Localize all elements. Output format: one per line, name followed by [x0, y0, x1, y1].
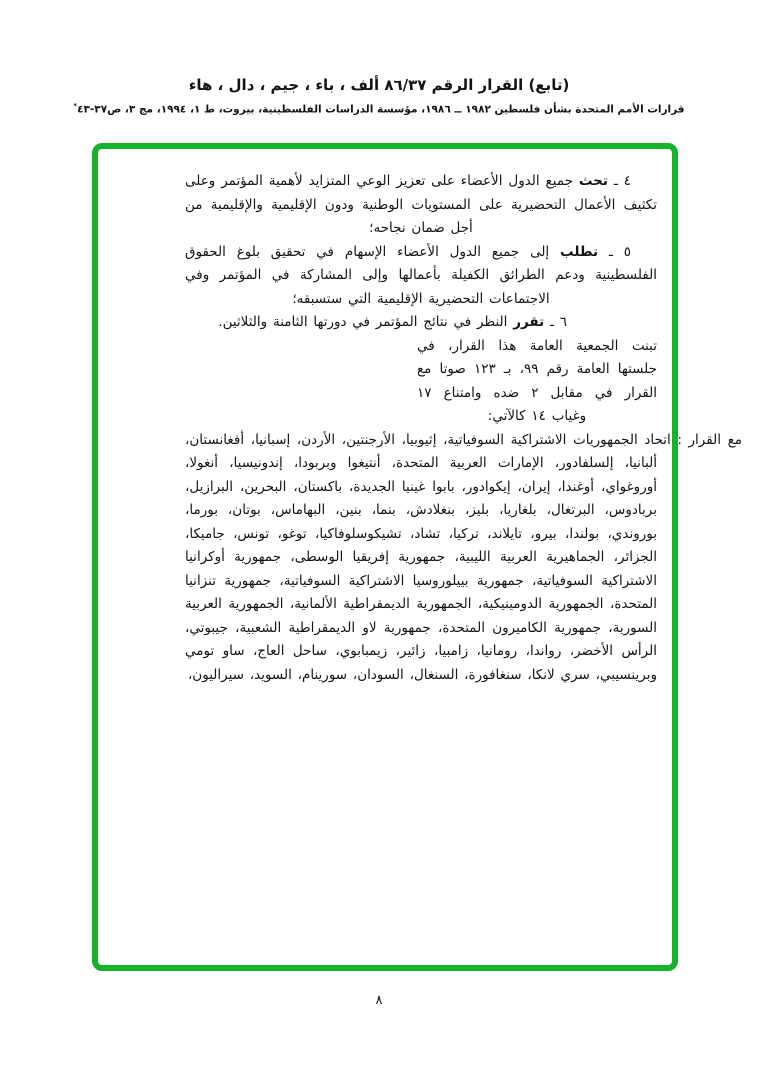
source-citation-text: قرارات الأمم المتحدة بشأن فلسطين ١٩٨٢ ــ ١٩٨٦، مؤسسة الدراسات الفلسطينية، بيروت، ط ١، ١٩٩٤، مج ٣، ص٣٧-٤٣: [77, 103, 685, 116]
paragraph-number: ٥ ـ: [608, 243, 632, 260]
operative-paragraph-4: [185, 170, 657, 241]
page-number: ٨: [375, 993, 383, 1008]
vote-with-countries: [185, 429, 742, 688]
paragraph-number: ٦ ـ: [549, 314, 567, 330]
operative-paragraph-5: [185, 241, 657, 312]
operative-verb: تطلب: [560, 243, 599, 260]
operative-verb: تقرر: [513, 314, 545, 330]
paragraph-text: إلى جميع الدول الأعضاء الإسهام في تحقيق بلوغ الحقوق الفلسطينية ودعم الطرائق الكفيلة بأعمالها وإلى المشاركة في المؤتمر وفي الاجتماعات التحضيرية الإقليمية التي ستسبقه؛: [185, 243, 657, 307]
operative-verb: تحث: [578, 173, 608, 189]
paragraph-number: ٤ ـ: [613, 173, 632, 189]
page-title: (تابع) القرار الرقم ٨٦/٣٧ ألف ، باء ، جيم ، دال ، هاء: [188, 76, 570, 94]
paragraph-text: جميع الدول الأعضاء على تعزيز الوعي المتزايد لأهمية المؤتمر وعلى تكثيف الأعمال التحضيرية على المستويات الوطنية ودون الإقليمية والإقليمية من أجل ضمان نجاحه؛: [185, 173, 657, 236]
operative-paragraph-6: [200, 311, 567, 335]
source-citation: [0, 102, 758, 116]
vote-with-label: مع القرار :: [677, 431, 742, 448]
vote-with-country-list: اتحاد الجمهوريات الاشتراكية السوفياتية، إثيوبيا، الأرجنتين، الأردن، إسبانيا، أفغانستان، ألبانيا، إلسلفادور، الإمارات العربية المتحدة، أنتيغوا وبربودا، إندونيسيا، أنغولا، أوروغواي، أوغندا، إيران، إيكوادور، بابوا غينيا الجديدة، باكستان، البحرين، البرازيل، بربادوس، البرتغال، بلغاريا، بليز، بنغلادش، بنما، بنين، البهاماس، بوتان، بورما، بوروندي، بولندا، بيرو، تايلاند، تركيا، تشاد، تشيكوسلوفاكيا، توغو، تونس، جاميكا، الجزائر، الجماهيرية العربية الليبية، جمهورية إفريقيا الوسطى، جمهورية أوكرانيا الاشتراكية السوفياتية، جمهورية بييلوروسيا الاشتراكية السوفياتية، جمهورية تنزانيا المتحدة، الجمهورية الدومينيكية، الجمهورية الديمقراطية الألمانية، الجمهورية العربية السورية، جمهورية الكاميرون المتحدة، جمهورية لاو الديمقراطية الشعبية، جيبوتي، الرأس الأخضر، رواندا، رومانيا، زامبيا، زائير، زيمبابوي، ساحل العاج، ساو تومي وبرينسيبي، سري لانكا، سنغافورة، السنغال، السودان، سورينام، السويد، سيراليون،: [185, 431, 671, 683]
adoption-note: تبنت الجمعية العامة هذا القرار، في جلستها العامة رقم ٩٩، بـ ١٢٣ صوتا مع القرار في مقابل ٢ ضده وامتناع ١٧ وغياب ١٤ كالآتي:: [417, 337, 657, 424]
resolution-text-block: [185, 170, 742, 687]
paragraph-text: النظر في نتائج المؤتمر في دورتها الثامنة والثلاثين.: [218, 314, 508, 330]
footnote-mark: *: [73, 102, 78, 110]
